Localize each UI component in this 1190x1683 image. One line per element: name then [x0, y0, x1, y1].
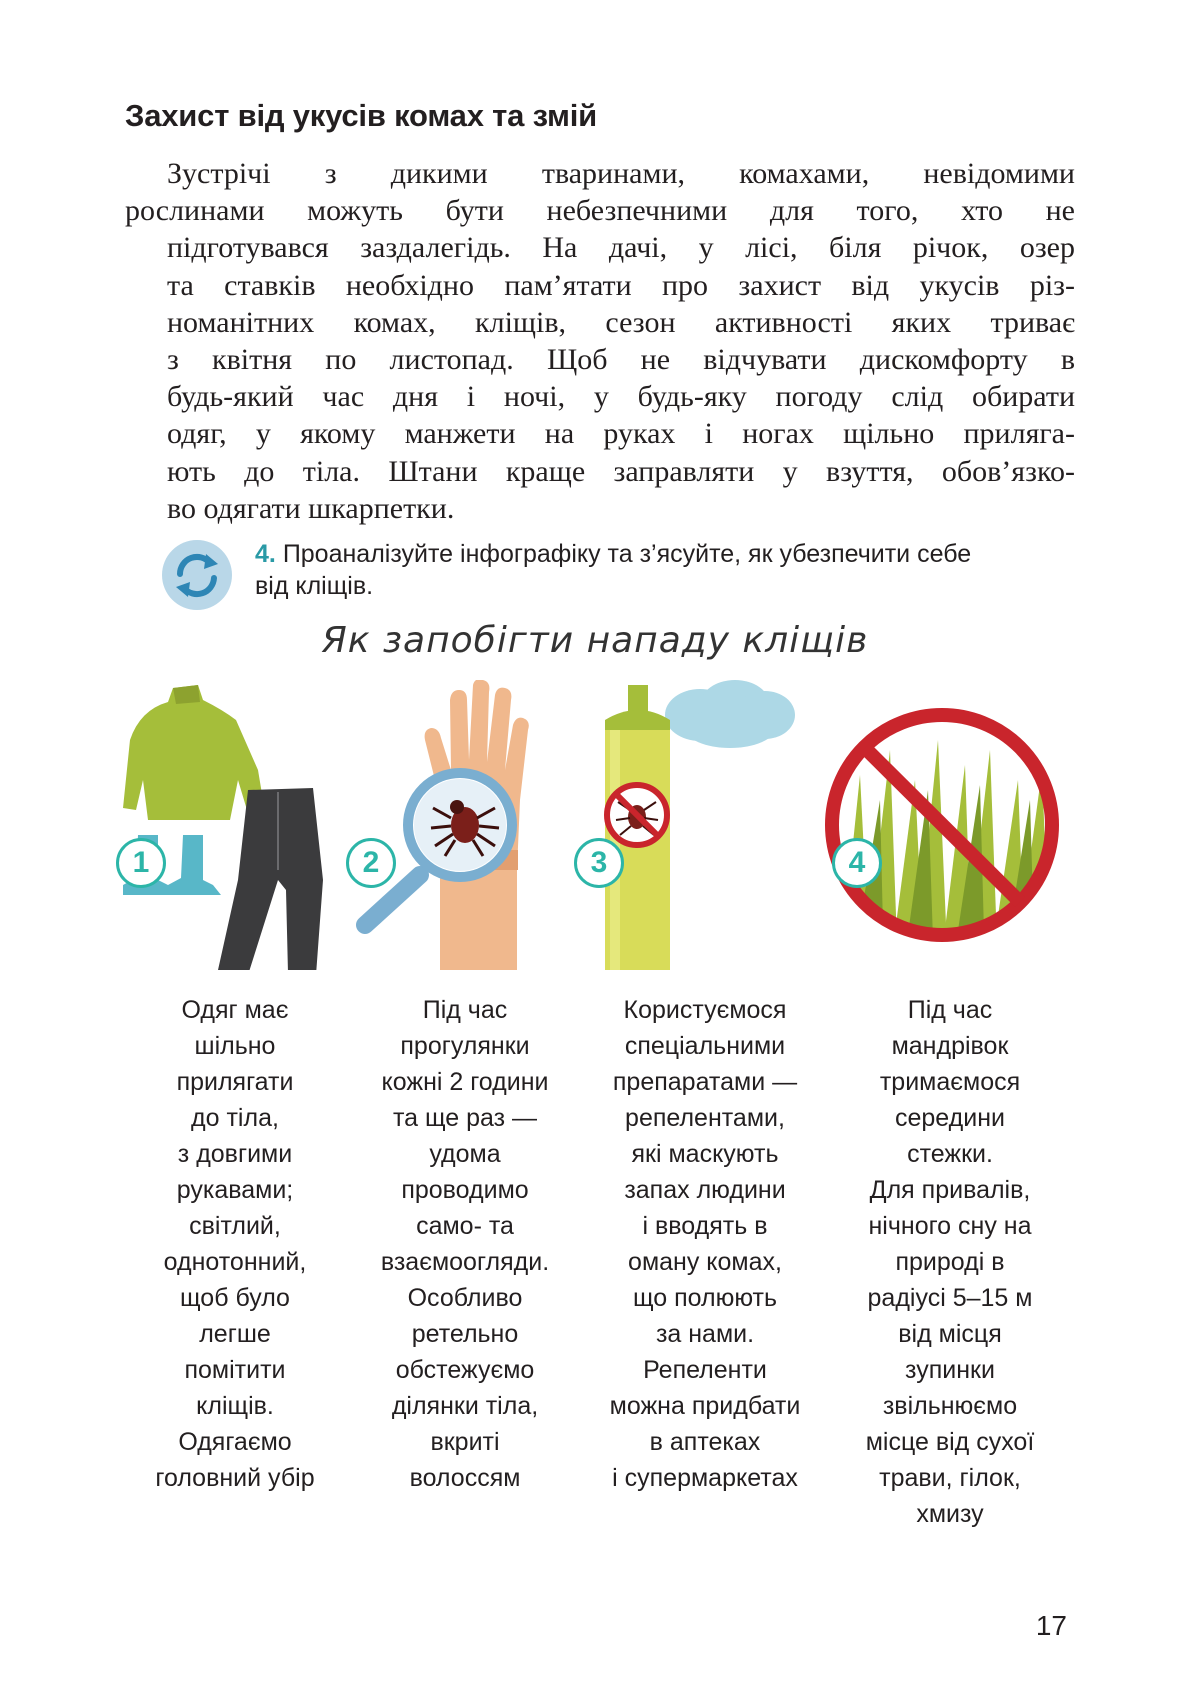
- text-line: трави, гілок,: [879, 1464, 1021, 1492]
- text-line: Одяг має: [181, 996, 289, 1024]
- text-line: оману комах,: [628, 1248, 782, 1276]
- body-paragraph: [125, 155, 1075, 527]
- text-line: однотонний,: [163, 1248, 307, 1276]
- text-line: Користуємося: [623, 996, 787, 1024]
- task-text: [255, 538, 1075, 602]
- text-line: щоб було: [180, 1284, 290, 1312]
- paragraph-line: та ставків необхідно пам’ятати про захист від укусів різ-: [167, 268, 1075, 302]
- page-number: 17: [1035, 1610, 1067, 1641]
- paragraph-line: рослинами можуть бути небезпечними для того, хто не: [125, 194, 1075, 228]
- step-1-text: [120, 992, 350, 1496]
- paragraph-line: з квітня по листопад. Щоб не відчувати дискомфорту в: [167, 343, 1075, 377]
- task-number: 4.: [255, 540, 276, 568]
- repellent-spray-icon: [590, 680, 820, 970]
- infographic-title: Як запобігти нападу кліщів: [321, 620, 869, 661]
- step-number-3: 3: [574, 838, 624, 888]
- text-line: світлий,: [189, 1212, 281, 1240]
- paragraph-line: одяг, у якому манжети на руках і ногах щільно приляга-: [167, 417, 1075, 451]
- text-line: спеціальними: [624, 1032, 786, 1060]
- text-line: зупинки: [905, 1356, 995, 1384]
- text-line: запах людини: [624, 1176, 786, 1204]
- text-line: які маскують: [631, 1140, 779, 1168]
- text-line: шільно: [194, 1032, 276, 1060]
- text-line: головний убір: [155, 1464, 315, 1492]
- text-line: удома: [429, 1140, 501, 1168]
- text-line: радіусі 5–15 м: [867, 1284, 1033, 1312]
- no-grass-icon: [820, 680, 1065, 970]
- text-line: за нами.: [655, 1320, 755, 1348]
- text-line: природі в: [895, 1248, 1005, 1276]
- text-line: мандрівок: [891, 1032, 1009, 1060]
- text-line: місце від сухої: [865, 1428, 1035, 1456]
- text-line: можна придбати: [609, 1392, 801, 1420]
- text-line: волоссям: [409, 1464, 521, 1492]
- text-line: з довгими: [177, 1140, 293, 1168]
- text-line: і супермаркетах: [612, 1464, 798, 1492]
- text-line: обстежуємо: [395, 1356, 535, 1384]
- text-line: рукавами;: [176, 1176, 294, 1204]
- text-line: Особливо: [407, 1284, 523, 1312]
- step-4-text: [835, 992, 1065, 1532]
- step-3-text: [590, 992, 820, 1496]
- task-line-2: від кліщів.: [255, 572, 374, 600]
- text-line: в аптеках: [649, 1428, 761, 1456]
- text-line: прилягати: [176, 1068, 294, 1096]
- clothing-icon: [118, 680, 348, 970]
- text-line: взаємоогляди.: [380, 1248, 550, 1276]
- text-line: проводимо: [401, 1176, 529, 1204]
- hand-magnifier-tick-icon: [345, 680, 575, 970]
- text-line: нічного сну на: [868, 1212, 1032, 1240]
- step-number-1: 1: [116, 838, 166, 888]
- text-line: хмизу: [916, 1500, 984, 1528]
- text-line: середини: [895, 1104, 1005, 1132]
- text-line: що полюють: [632, 1284, 778, 1312]
- text-line: Одягаємо: [178, 1428, 292, 1456]
- text-line: ретельно: [411, 1320, 519, 1348]
- step-2-text: [350, 992, 580, 1496]
- text-line: до тіла,: [191, 1104, 279, 1132]
- section-heading: Захист від укусів комах та змій: [125, 98, 598, 133]
- text-line: кліщів.: [196, 1392, 274, 1420]
- task-line-1: Проаналізуйте інфографіку та з’ясуйте, як убезпечити себе: [282, 540, 972, 568]
- text-line: і вводять в: [642, 1212, 768, 1240]
- text-line: ділянки тіла,: [391, 1392, 539, 1420]
- text-line: репелентами,: [625, 1104, 785, 1132]
- step-number-4: 4: [832, 838, 882, 888]
- text-line: Під час: [907, 996, 993, 1024]
- paragraph-line: підготувався заздалегідь. На дачі, у лісі, біля річок, озер: [167, 231, 1075, 265]
- text-line: вкриті: [430, 1428, 500, 1456]
- text-line: стежки.: [907, 1140, 993, 1168]
- text-line: Під час: [422, 996, 508, 1024]
- paragraph-line: будь-який час дня і ночі, у будь-яку погоду слід обирати: [167, 380, 1075, 414]
- text-line: помітити: [184, 1356, 286, 1384]
- text-line: препаратами —: [612, 1068, 798, 1096]
- paragraph-line: во одягати шкарпетки.: [167, 491, 455, 525]
- text-line: само- та: [416, 1212, 514, 1240]
- text-line: кожні 2 години: [381, 1068, 549, 1096]
- text-line: від місця: [898, 1320, 1002, 1348]
- paragraph-line: Зустрічі з дикими тваринами, комахами, невідомими: [167, 157, 1075, 190]
- text-line: прогулянки: [400, 1032, 530, 1060]
- step-number-2: 2: [346, 838, 396, 888]
- repeat-arrows-icon: [160, 538, 234, 612]
- text-line: Для привалів,: [869, 1176, 1031, 1204]
- paragraph-line: номанітних комах, кліщів, сезон активності яких триває: [167, 305, 1075, 339]
- text-line: та ще раз —: [392, 1104, 538, 1132]
- text-line: тримаємося: [879, 1068, 1021, 1096]
- text-line: звільнюємо: [882, 1392, 1018, 1420]
- paragraph-line: ють до тіла. Штани краще заправляти у взуття, обов’язко-: [167, 454, 1075, 488]
- text-line: легше: [199, 1320, 271, 1348]
- text-line: Репеленти: [643, 1356, 767, 1384]
